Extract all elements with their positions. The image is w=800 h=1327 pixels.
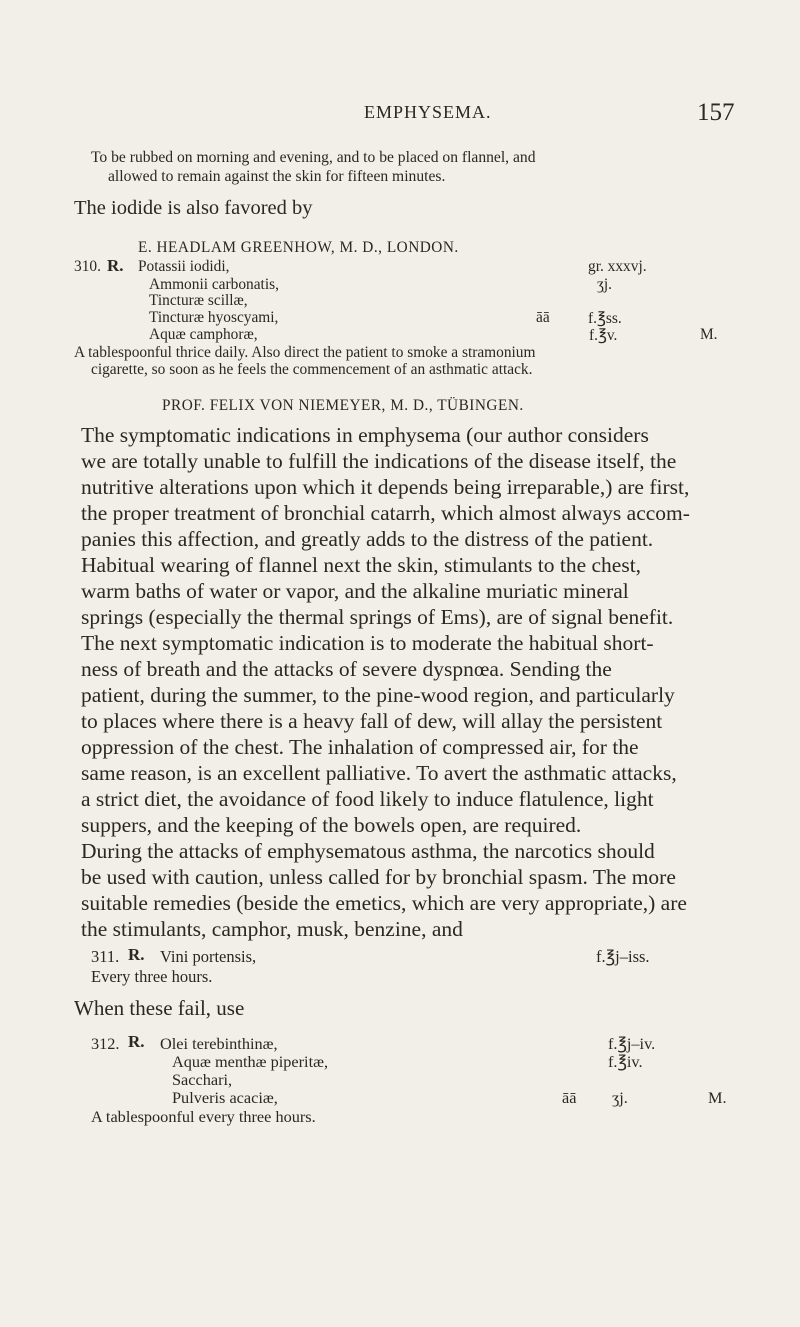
paragraph-line: the stimulants, camphor, musk, benzine, and [81,917,463,941]
recipe-symbol: R. [128,945,145,964]
ingredient-name: Tincturæ hyoscyami, [149,309,279,326]
paragraph-line: suitable remedies (beside the emetics, which are very appropriate,) are [81,891,687,915]
paragraph-line: oppression of the chest. The inhalation of compressed air, for the [81,735,639,759]
paragraph-line: The symptomatic indications in emphysema (our author considers [81,423,649,447]
paragraph-line: patient, during the summer, to the pine-wood region, and particularly [81,683,675,707]
misce-mark: M. [708,1088,727,1107]
paragraph-line: ness of breath and the attacks of severe dyspnœa. Sending the [81,657,612,681]
ingredient-dose: f.℥j–iss. [596,947,650,966]
ingredient-name: Aquæ camphoræ, [149,326,258,343]
prescription-number: 311. [91,947,120,966]
ingredient-name: Vini portensis, [160,947,257,966]
ingredient-name: Ammonii carbonatis, [149,276,279,293]
directions: Every three hours. [91,967,213,986]
rubbing-note-line-2: allowed to remain against the skin for fifteen minutes. [108,168,446,185]
paragraph-line: During the attacks of emphysematous asthma, the narcotics should [81,839,655,863]
directions-line-2: cigarette, so soon as he feels the commencement of an asthmatic attack. [91,361,533,378]
paragraph-line: a strict diet, the avoidance of food likely to induce flatulence, light [81,787,654,811]
paragraph-line: The next symptomatic indication is to moderate the habitual short- [81,631,654,655]
paragraph-line: we are totally unable to fulfill the indications of the disease itself, the [81,449,677,473]
prescription-number: 312. [91,1034,120,1053]
ingredient-dose: f.℥ss. [588,310,622,327]
author-niemeyer: PROF. FELIX VON NIEMEYER, M. D., TÜBINGEN. [162,397,524,414]
recipe-symbol: R. [128,1032,145,1051]
ingredient-name: Aquæ menthæ piperitæ, [172,1052,329,1071]
prescription-number: 310. [74,258,101,275]
paragraph-line: same reason, is an excellent palliative. To avert the asthmatic attacks, [81,761,677,785]
ingredient-dose: f.℥j–iv. [608,1034,656,1053]
fail-line: When these fail, use [74,996,245,1020]
author-greenhow: E. HEADLAM GREENHOW, M. D., LONDON. [138,239,459,256]
paragraph-line: be used with caution, unless called for by bronchial spasm. The more [81,865,676,889]
main-paragraph [81,422,731,942]
paragraph-line: the proper treatment of bronchial catarrh, which almost always accom- [81,501,690,525]
page-number: 157 [697,99,735,126]
misce-mark: M. [700,326,718,343]
rubbing-note [91,148,711,186]
ingredient-dose: f.℥v. [589,327,618,344]
page-header [0,99,800,132]
paragraph-line: nutritive alterations upon which it depends being irreparable,) are first, [81,475,690,499]
directions-line-1: A tablespoonful thrice daily. Also direct the patient to smoke a stramonium [74,344,536,361]
paragraph-line: to places where there is a heavy fall of dew, will allay the persistent [81,709,663,733]
intro-text: The iodide is also favored by [74,197,313,219]
intro-line [74,197,313,220]
recipe-symbol: R. [107,256,124,275]
paragraph-line: suppers, and the keeping of the bowels open, are required. [81,813,582,837]
paragraph-line: Habitual wearing of flannel next the skin, stimulants to the chest, [81,553,642,577]
running-title: EMPHYSEMA. [364,102,492,122]
ingredient-name: Sacchari, [172,1070,233,1089]
paragraph-line: panies this affection, and greatly adds to the distress of the patient. [81,527,654,551]
rubbing-note-line-1: To be rubbed on morning and evening, and to be placed on flannel, and [91,149,536,166]
ana-mark: āā [562,1088,577,1107]
ingredient-name: Olei terebinthinæ, [160,1034,278,1053]
ingredient-name: Tincturæ scillæ, [149,292,248,309]
paragraph-line: springs (especially the thermal springs of Ems), are of signal benefit. [81,605,674,629]
directions: A tablespoonful every three hours. [91,1107,316,1126]
ingredient-name: Pulveris acaciæ, [172,1088,278,1107]
ana-mark: āā [536,309,550,326]
ingredient-dose: gr. xxxvj. [588,258,647,275]
ingredient-dose: f.℥iv. [608,1052,643,1071]
ingredient-name: Potassii iodidi, [138,258,230,275]
ingredient-dose: ʒj. [612,1088,628,1107]
ingredient-dose: ʒj. [597,276,612,293]
paragraph-line: warm baths of water or vapor, and the alkaline muriatic mineral [81,579,629,603]
